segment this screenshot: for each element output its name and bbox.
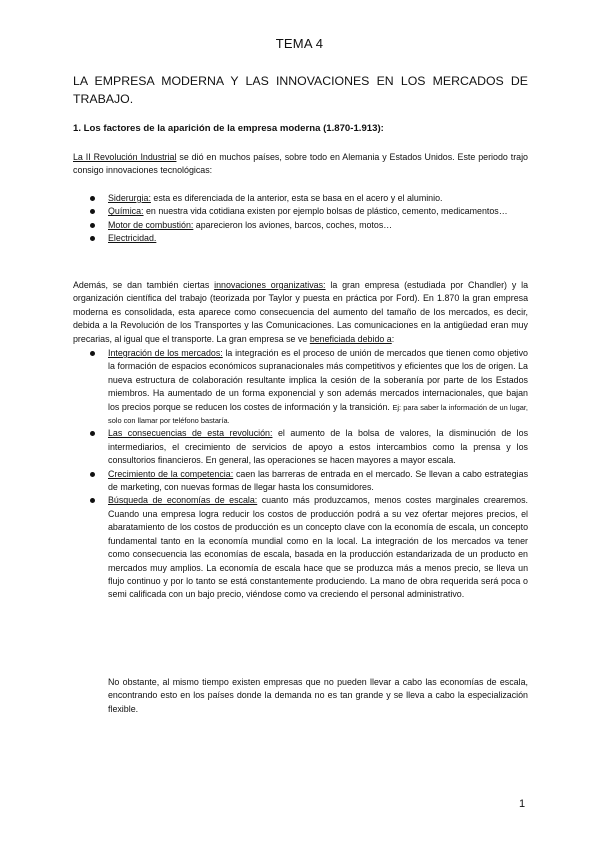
section-title: 1. Los factores de la aparición de la empresa moderna (1.870-1.913): [73,123,384,134]
bullet-icon [90,223,95,228]
list-item-term: Crecimiento de la competencia: [108,468,234,479]
intro-paragraph [73,151,528,178]
list-item-term: Electricidad. [108,233,157,244]
list-item-term: Siderurgia: [108,193,151,203]
chapter-heading: LA EMPRESA MODERNA Y LAS INNOVACIONES EN LOS MERCADOS DE TRABAJO. [73,74,528,106]
list-item [90,232,528,245]
closing-paragraph: No obstante, al mismo tiempo existen empresas que no pueden llevar a cabo las economías de escala, encontrando esto en los países donde la demanda no es tan grande y se lleva a cabo la especialización flexible. [108,677,528,714]
page-title: TEMA 4 [275,36,324,51]
paragraph-text: la gran empresa (estudiada por Chandler) y la organización científica del trabajo (teorizada por Taylor y puesta en práctica por Ford). En 1.870 la gran empresa moderna es consolidada, esta aparece como consecuencia del aumento del tamaño de los mercados, es decir, debida a la Revolución de los Transportes y las Comunicaciones. Las comunicaciones en la antigüedad eran muy precarias, al igual que el transporte. La gran empresa se ve [73,280,529,344]
technology-list [90,192,528,246]
list-item-text: aparecieron los aviones, barcos, coches, motos… [193,219,393,230]
paragraph-text: : [391,333,395,344]
list-item-text: cuanto más produzcamos, menos costes marginales crearemos. Cuando una empresa logra reducir los costos de producción podrá a su vez ofertar mejores precios, el abaratamiento de los costos de producción es un concepto clave con la economía de escala, un concepto fundamental tanto en la economía mundial como en la local. La integración de los mercados va tener como consecuencia las economías de escala, basada en la producción estandarizada de un producto en mercados muy amplios. La economía de escala hace que se produzca más a menos precio, se lleva un flujo continuo y por lo tanto se está constantemente produciendo. La mano de obra requerida será poca o semi calificada con un bajo precio, viéndose como va creciendo el personal administrativo. [108,495,528,600]
underlined-term: beneficiada debido a [309,333,392,344]
list-item-text: el aumento de la bolsa de valores, la disminución de los intermediarios, el crecimiento de servicios de apoyo a estos intercambios como la prensa y los consultorios financieros. En general, las operaciones se hacen mayores a mayor escala. [108,428,529,466]
bullet-icon [90,351,95,356]
list-item-text: la integración es el proceso de unión de mercados que tienen como objetivo la formación de espacios económicos supranacionales más competitivos y eficientes que los de origen. La nueva estructura de colaboración resultante implica la cesión de la soberanía por parte de los Estados miembros. Ha aumentado de un forma exponencial y son además mercados internacionales, que bajan los precios porque se reducen los costes de información y la transición. [108,348,528,412]
paragraph-text: Además, se dan también ciertas [73,280,215,290]
list-item-term: Búsqueda de economías de escala: [108,495,258,506]
list-item [90,427,528,467]
intro-underlined-term: La II Revolución Industrial [73,152,177,162]
list-item-text: en nuestra vida cotidiana existen por ejemplo bolsas de plástico, cemento, medicamentos… [143,206,508,217]
list-item [90,192,528,205]
list-item-text: caen las barreras de entrada en el mercado. Se llevan a cabo estrategias de marketing, con nuevas formas de llegar hasta los consumidores. [108,468,529,493]
benefits-list [90,347,528,602]
bullet-icon [90,431,95,436]
list-item-term: Integración de los mercados: [108,348,223,358]
underlined-term: innovaciones organizativas: [214,280,326,290]
list-item-term: Motor de combustión: [108,219,194,230]
bullet-icon [90,498,95,503]
list-item [90,347,528,427]
intro-text: se dió en muchos países, sobre todo en Alemania y Estados Unidos. Este periodo trajo consigo innovaciones tecnológicas: [73,152,528,176]
list-item-term: Química: [108,206,144,217]
bullet-icon [90,472,95,477]
list-item [90,494,528,601]
list-item-text: esta es diferenciada de la anterior, esta se basa en el acero y el aluminio. [150,193,443,203]
organizational-paragraph [73,279,528,346]
list-item [90,219,528,232]
page-number: 1 [519,798,526,810]
list-item [90,468,528,495]
bullet-icon [90,196,95,201]
list-item [90,205,528,218]
list-item-note: Ej: para saber la información de un lugar, solo con llamar por teléfono bastaría. [108,402,528,426]
bullet-icon [90,209,95,214]
bullet-icon [90,236,95,241]
list-item-term: Las consecuencias de esta revolución: [108,428,273,439]
